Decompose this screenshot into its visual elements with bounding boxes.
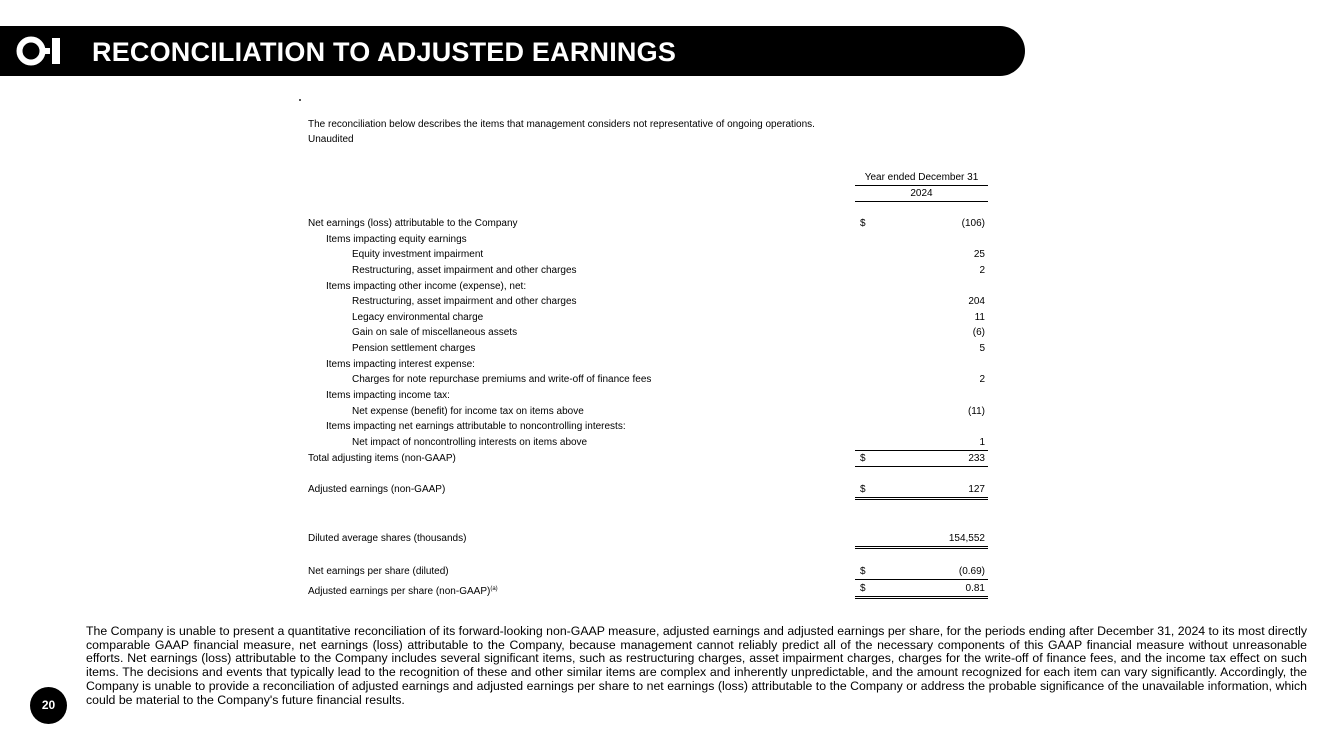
amount-value: 2 (979, 374, 985, 385)
intro-line: The reconciliation below describes the items that management considers not representative of ongoing operations. (308, 119, 815, 130)
table-row-amount (855, 483, 988, 500)
table-row-amount (855, 311, 988, 325)
table-row-label: Net expense (benefit) for income tax on items above (352, 406, 584, 417)
amount-value: (6) (972, 327, 985, 338)
table-row-label: Total adjusting items (non-GAAP) (308, 453, 456, 464)
table-row-amount (855, 532, 988, 549)
footnote-marker: (a) (490, 586, 498, 592)
amount-value: 1 (979, 437, 985, 448)
table-row-amount (855, 373, 988, 387)
adjusted-eps-label: Adjusted earnings per share (non-GAAP) (308, 586, 491, 597)
amount-value: (106) (961, 218, 985, 229)
column-header-period: Year ended December 31 (855, 171, 988, 186)
table-row-label: Items impacting equity earnings (326, 234, 467, 245)
oi-logo-icon (16, 36, 68, 66)
column-header-year: 2024 (855, 187, 988, 202)
table-row-label: Diluted average shares (thousands) (308, 533, 467, 544)
table-row-amount (855, 248, 988, 262)
table-row-amount (855, 405, 988, 419)
unaudited-label: Unaudited (308, 134, 354, 145)
amount-value: 154,552 (948, 533, 985, 544)
table-row-amount (855, 264, 988, 278)
page-title: RECONCILIATION TO ADJUSTED EARNINGS (92, 37, 677, 67)
decorative-dot (299, 99, 301, 101)
table-row-label: Adjusted earnings (non-GAAP) (308, 484, 446, 495)
table-row-label: Legacy environmental charge (352, 312, 484, 323)
intro-text (308, 117, 815, 147)
amount-value: 25 (973, 249, 985, 260)
currency-symbol: $ (860, 218, 866, 229)
table-row-label: Items impacting net earnings attributable to noncontrolling interests: (326, 421, 626, 432)
title-banner (0, 26, 1025, 76)
table-row-amount (855, 342, 988, 356)
amount-value: (11) (967, 406, 985, 417)
currency-symbol: $ (860, 453, 866, 464)
table-row-label: Charges for note repurchase premiums and write-off of finance fees (352, 374, 652, 385)
currency-symbol: $ (860, 484, 866, 495)
table-row-label: Items impacting interest expense: (326, 359, 475, 370)
table-row-amount (855, 582, 988, 599)
table-row-label: Equity investment impairment (352, 249, 484, 260)
page-number-badge: 20 (30, 687, 67, 724)
table-row-label: Restructuring, asset impairment and other charges (352, 296, 577, 307)
amount-value: 204 (968, 296, 985, 307)
table-row-label: Net impact of noncontrolling interests on items above (352, 437, 588, 448)
table-row-amount (855, 452, 988, 467)
table-row-label: Restructuring, asset impairment and other charges (352, 265, 577, 276)
amount-value: 2 (979, 265, 985, 276)
table-row-amount (855, 565, 988, 580)
column-header (855, 171, 988, 202)
amount-value: 5 (979, 343, 985, 354)
amount-value: (0.69) (958, 566, 985, 577)
footnote-paragraph: The Company is unable to present a quantitative reconciliation of its forward-looking non-GAAP measure, adjusted earnings and adjusted earnings per share, for the periods ending after December 31, 2024 to its most directly comparable GAAP financial measure, net earnings (loss) attributable to the Company, because management cannot reliably predict all of the necessary components of this GAAP financial measure without unreasonable efforts. Net earnings (loss) attributable to the Company includes several significant items, such as restructuring charges, asset impairment charges, charges for the write-off of finance fees, and the income tax effect on such items. The decisions and events that typically lead to the recognition of these and other similar items are complex and inherently unpredictable, and the amount recognized for each item can vary significantly. Accordingly, the Company is unable to provide a reconciliation of adjusted earnings and adjusted earnings per share to net earnings (loss) attributable to the Company or address the probable significance of the unavailable information, which could be material to the Company's future financial results. (86, 624, 1307, 707)
currency-symbol: $ (860, 566, 866, 577)
amount-value: 0.81 (965, 583, 985, 594)
table-row-amount (855, 295, 988, 309)
table-row-label: Items impacting other income (expense), net: (326, 281, 527, 292)
amount-value: 233 (968, 453, 985, 464)
table-row-label: Pension settlement charges (352, 343, 476, 354)
table-row-label: Net earnings (loss) attributable to the Company (308, 218, 518, 229)
amount-value: 127 (968, 484, 985, 495)
table-row-amount (855, 217, 988, 231)
table-row-label: Items impacting income tax: (326, 390, 450, 401)
table-row-label: Gain on sale of miscellaneous assets (352, 327, 518, 338)
currency-symbol: $ (860, 583, 866, 594)
table-row-amount (855, 326, 988, 340)
table-row-amount (855, 436, 988, 451)
table-row-label: Net earnings per share (diluted) (308, 566, 449, 577)
amount-value: 11 (974, 312, 985, 323)
table-row-label (308, 582, 498, 596)
